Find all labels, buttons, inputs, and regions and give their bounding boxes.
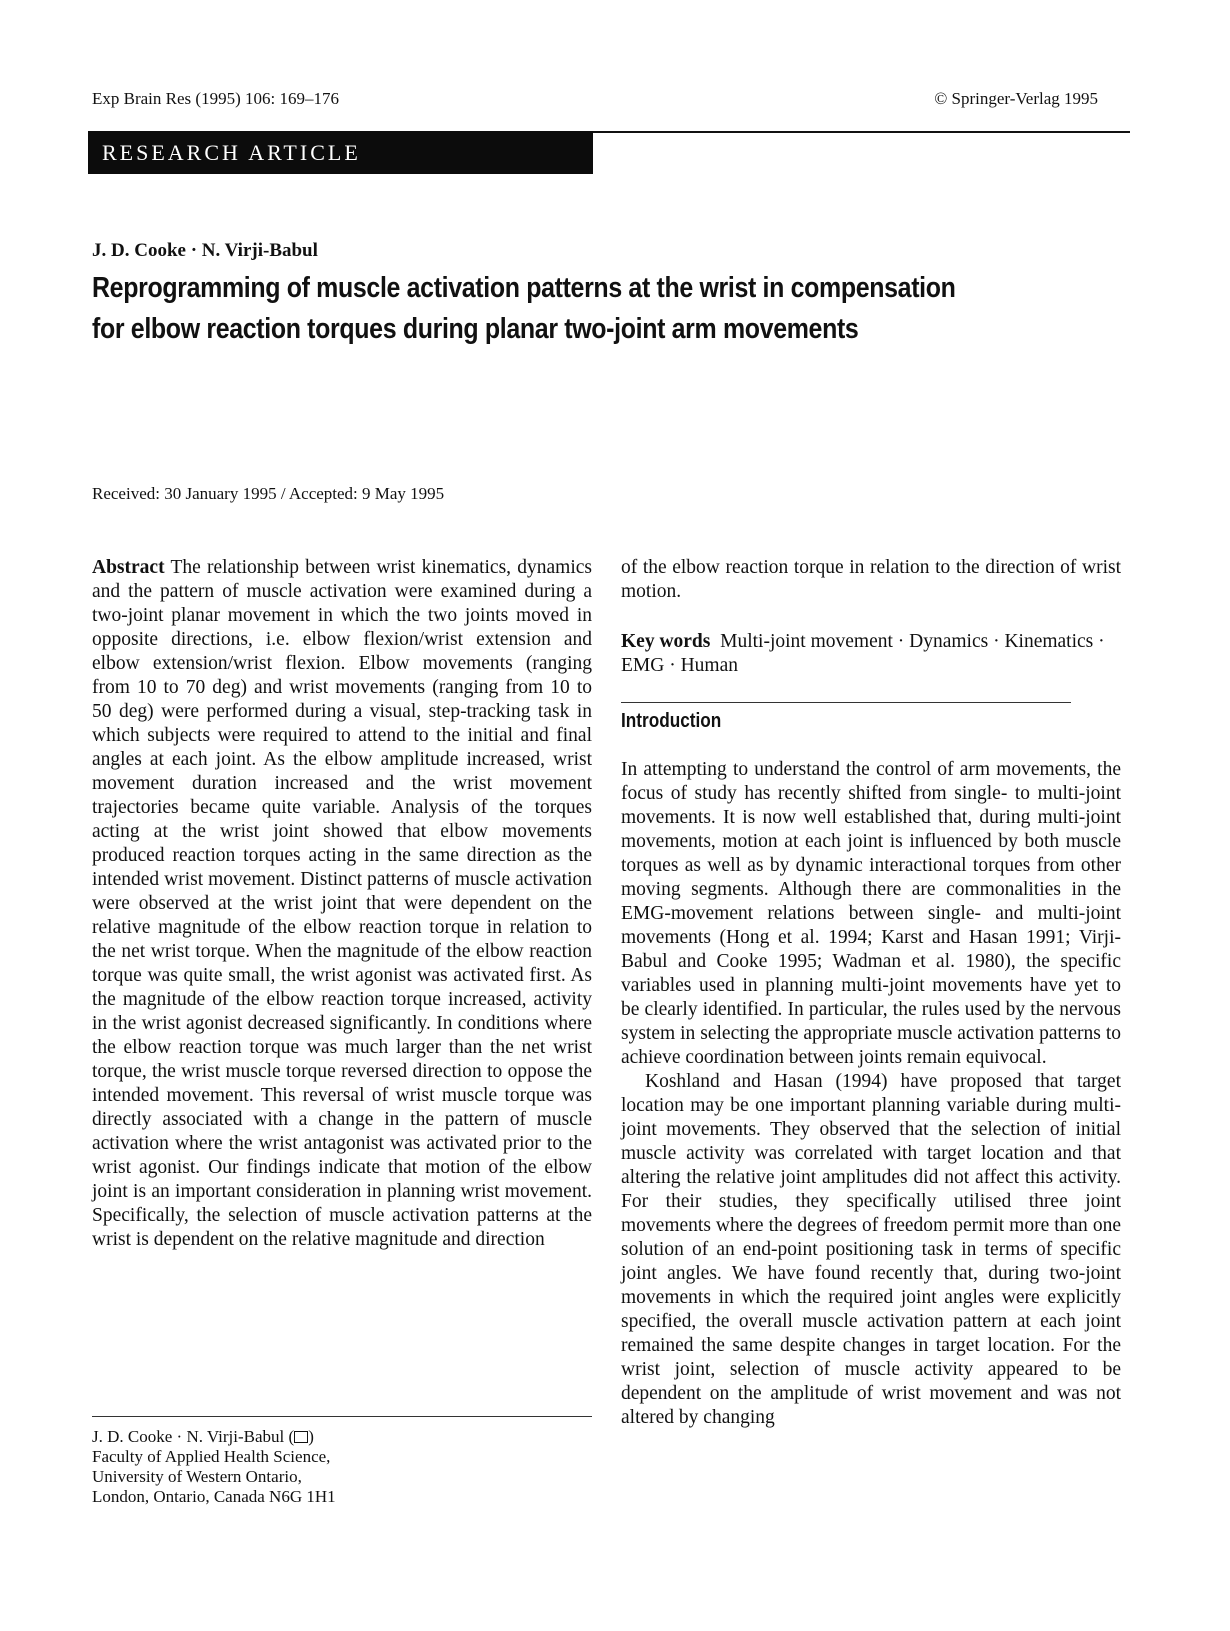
affiliation-line-2: University of Western Ontario, (92, 1467, 302, 1486)
introduction-heading: Introduction (621, 710, 722, 732)
keywords-label: Key words (621, 631, 711, 652)
journal-citation: Exp Brain Res (1995) 106: 169–176 (92, 89, 339, 108)
copyright-notice: © Springer-Verlag 1995 (934, 89, 1098, 108)
abstract-label: Abstract (92, 557, 165, 578)
envelope-icon (294, 1431, 308, 1443)
abstract (92, 556, 592, 1252)
affiliation-line-3: London, Ontario, Canada N6G 1H1 (92, 1487, 336, 1506)
keywords-rule (621, 702, 1071, 703)
abstract-text: The relationship between wrist kinematics, dynamics and the pattern of muscle activation were examined during a two-joint planar movement in which the two joints moved in opposite directions, i.e. elbow flexion/wrist extension and elbow extension/wrist flexion. Elbow movements (ranging from 10 to 70 deg) and wrist movements (ranging from 10 to 50 deg) were performed during a visual, step-tracking task in which subjects were required to attend to the initial and final angles at each joint. As the elbow amplitude increased, wrist movement duration increased and the wrist movement trajectories became quite variable. Analysis of the torques acting at the wrist joint showed that elbow movements produced reaction torques acting in the same direction as the intended wrist movement. Distinct patterns of muscle activation were observed at the wrist joint that were dependent on the relative magnitude of the elbow reaction torque in relation to the net wrist torque. When the magnitude of the elbow reaction torque was quite small, the wrist agonist was activated first. As the magnitude of the elbow reaction torque increased, activity in the wrist agonist decreased significantly. In conditions where the elbow reaction torque was much larger than the net wrist torque, the wrist muscle torque reversed direction to oppose the intended movement. This reversal of wrist muscle torque was directly associated with a change in the pattern of muscle activation where the wrist antagonist was activated prior to the wrist agonist. Our findings indicate that motion of the elbow joint is an important consideration in planning wrist movement. Specifically, the selection of muscle activation patterns at the wrist is dependent on the relative magnitude and direction (92, 557, 592, 1250)
affiliation-line-1: Faculty of Applied Health Science, (92, 1447, 331, 1466)
abstract-continuation: of the elbow reaction torque in relation to the direction of wrist motion. (621, 557, 1121, 602)
title-line-2: for elbow reaction torques during planar two-joint arm movements (92, 313, 859, 345)
introduction-paragraph-2: Koshland and Hasan (1994) have proposed that target location may be one important planning variable during multi-joint movements. They observed that the selection of initial muscle activity was correlated with target location and that altering the relative joint amplitudes did not affect this activity. For their studies, they specifically utilised three joint movements where the degrees of freedom permit more than one solution of an end-point positioning task in terms of specific joint angles. We have found recently that, during two-joint movements in which the required joint angles were explicitly specified, the overall muscle activation pattern at each joint remained the same despite changes in target location. For the wrist joint, selection of muscle activity appeared to be dependent on the amplitude of wrist movement and was not altered by changing (621, 1071, 1121, 1428)
received-dates: Received: 30 January 1995 / Accepted: 9 May 1995 (92, 484, 445, 503)
introduction-body (621, 758, 1121, 1430)
affiliation: J. D. Cooke · N. Virji-Babul ( ) Faculty of Applied Health Science, University of Western Ontario, London, Ontario, Canada N6G 1H1 (92, 1427, 336, 1506)
affiliation-names: J. D. Cooke · N. Virji-Babul (92, 1427, 285, 1446)
section-banner: RESEARCH ARTICLE (88, 131, 593, 174)
authors: J. D. Cooke · N. Virji-Babul (92, 240, 318, 261)
keywords-text: Multi-joint movement · Dynamics · Kinematics · EMG · Human (621, 631, 1105, 676)
paper-title (92, 268, 1124, 350)
title-line-1: Reprogramming of muscle activation patterns at the wrist in compensation (92, 272, 956, 304)
footnote-rule (92, 1416, 592, 1417)
introduction-paragraph-1: In attempting to understand the control of arm movements, the focus of study has recently shifted from single- to multi-joint movements. It is now well established that, during multi-joint movements, motion at each joint is influenced by both muscle torques as well as by dynamic interactional torques from other moving segments. Although there are commonalities in the EMG-movement relations between single- and multi-joint movements (Hong et al. 1994; Karst and Hasan 1991; Virji-Babul and Cooke 1995; Wadman et al. 1980), the specific variables used in planning multi-joint movements have yet to be clearly identified. In particular, the rules used by the nervous system in selecting the appropriate muscle activation patterns to achieve coordination between joints remain equivocal. (621, 759, 1121, 1068)
keywords (621, 630, 1121, 678)
